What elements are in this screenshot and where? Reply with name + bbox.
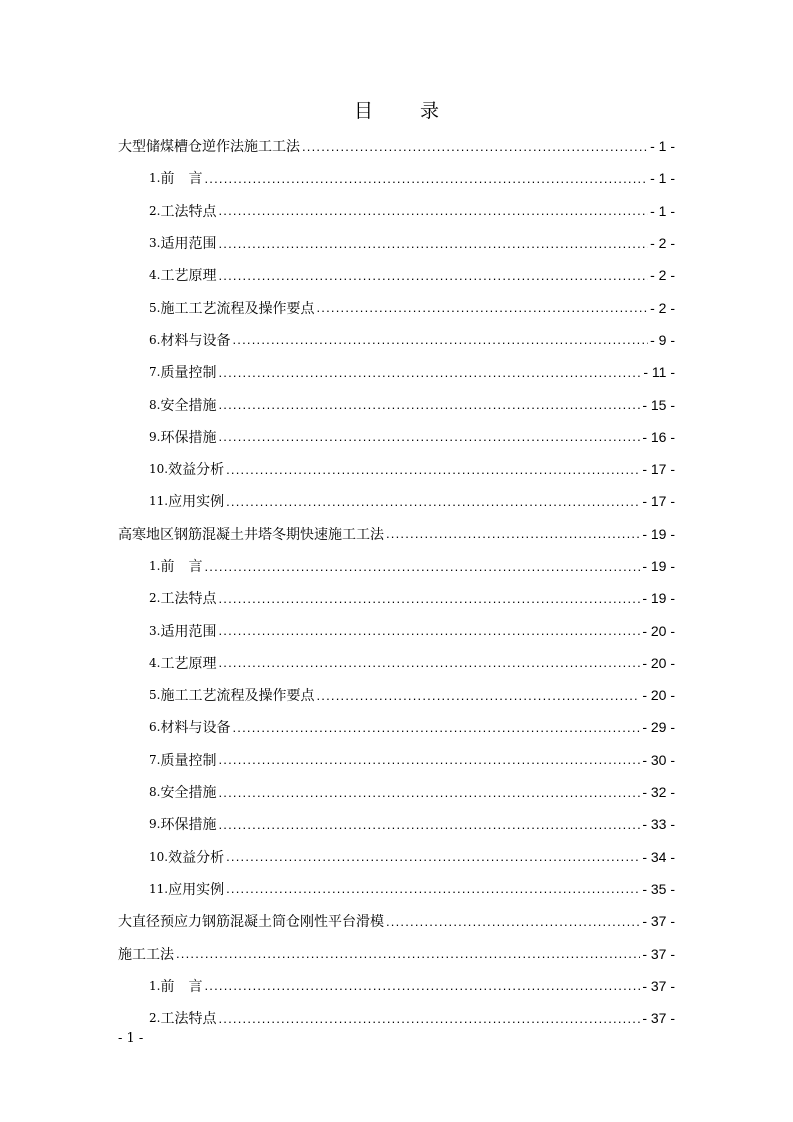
dot-leader	[226, 881, 640, 896]
page-number-footer: - 1 -	[118, 1031, 144, 1046]
toc-entry-number: 7.	[149, 752, 161, 767]
toc-entry-page: - 16 -	[642, 428, 675, 445]
toc-entry-label: 工艺原理	[160, 268, 217, 285]
toc-entry[interactable]	[118, 1002, 675, 1034]
dot-leader	[204, 171, 648, 186]
toc-entry-label: 效益分析	[168, 462, 225, 479]
toc-entry-page: - 17 -	[642, 493, 675, 510]
toc-entry-label: 工法特点	[160, 203, 217, 220]
toc-entry-page: - 1 -	[650, 170, 675, 187]
dot-leader	[218, 623, 640, 638]
toc-entry-number: 10.	[149, 462, 169, 477]
toc-entry-page: - 19 -	[642, 558, 675, 574]
dot-leader	[218, 365, 641, 380]
toc-entry-number: 8.	[149, 397, 161, 412]
toc-entry-label: 前 言	[160, 171, 203, 188]
toc-entry-page: - 2 -	[650, 267, 675, 284]
toc-entry-page: - 9 -	[650, 331, 675, 348]
toc-entry[interactable]	[118, 388, 675, 420]
toc-entry[interactable]	[118, 744, 675, 776]
toc-entry-page: - 1 -	[650, 138, 675, 155]
toc-entry[interactable]	[118, 841, 675, 873]
toc-entry-label: 材料与设备	[160, 332, 231, 349]
toc-entry-page: - 37 -	[642, 977, 675, 994]
table-of-contents	[118, 130, 675, 1034]
dot-leader	[218, 591, 640, 606]
dot-leader	[316, 300, 648, 315]
toc-entry[interactable]	[118, 130, 675, 162]
dot-leader	[232, 332, 648, 347]
toc-entry[interactable]	[118, 195, 675, 227]
toc-entry[interactable]	[118, 873, 675, 905]
toc-entry[interactable]	[118, 518, 675, 550]
toc-entry[interactable]	[118, 356, 675, 388]
toc-entry-page: - 30 -	[642, 751, 675, 768]
toc-entry-number: 1.	[149, 978, 161, 993]
toc-entry-label: 施工工艺流程及操作要点	[160, 300, 315, 317]
toc-entry-label: 安全措施	[160, 785, 217, 802]
dot-leader	[218, 1011, 640, 1026]
toc-entry-number: 3.	[149, 236, 161, 251]
toc-entry-number: 4.	[149, 655, 161, 670]
toc-entry-label: 施工工法	[118, 946, 174, 963]
toc-entry-number: 7.	[149, 365, 161, 380]
dot-leader	[386, 914, 640, 929]
toc-entry-number: 11.	[149, 494, 169, 509]
toc-entry-number: 2.	[149, 1011, 161, 1026]
dot-leader	[204, 559, 640, 574]
dot-leader	[218, 429, 640, 444]
dot-leader	[226, 494, 640, 509]
dot-leader	[218, 236, 648, 251]
toc-entry-page: - 19 -	[642, 590, 675, 607]
toc-entry-number: 5.	[149, 300, 161, 315]
toc-entry-label: 工法特点	[160, 1011, 217, 1028]
toc-entry-label: 应用实例	[168, 494, 225, 511]
toc-entry-number: 1.	[149, 559, 161, 573]
dot-leader	[218, 785, 640, 800]
toc-entry-number: 4.	[149, 268, 161, 283]
toc-entry-number: 11.	[149, 881, 169, 896]
toc-entry-page: - 29 -	[642, 719, 675, 736]
dot-leader	[218, 817, 640, 832]
toc-entry-page: - 35 -	[642, 880, 675, 897]
toc-entry-number: 8.	[149, 785, 161, 800]
toc-entry-page: - 20 -	[642, 654, 675, 671]
toc-entry-page: - 17 -	[642, 461, 675, 478]
toc-entry-page: - 33 -	[642, 816, 675, 833]
toc-entry-page: - 20 -	[642, 622, 675, 639]
toc-entry-label: 工法特点	[160, 591, 217, 608]
toc-entry[interactable]	[118, 776, 675, 808]
dot-leader	[218, 268, 648, 283]
toc-entry-number: 9.	[149, 817, 161, 832]
toc-entry-page: - 37 -	[642, 1010, 675, 1027]
toc-entry-label: 高寒地区钢筋混凝土井塔冬期快速施工工法	[118, 526, 384, 543]
toc-entry-number: 3.	[149, 623, 161, 638]
toc-title: 目 录	[353, 100, 453, 122]
toc-entry-label: 适用范围	[160, 623, 217, 640]
dot-leader	[204, 978, 640, 993]
dot-leader	[226, 849, 640, 864]
toc-entry[interactable]	[118, 227, 675, 259]
toc-entry-label: 材料与设备	[160, 720, 231, 737]
dot-leader	[218, 752, 640, 767]
toc-entry[interactable]	[118, 582, 675, 614]
dot-leader	[386, 526, 640, 541]
toc-entry[interactable]	[118, 711, 675, 743]
toc-entry-number: 6.	[149, 720, 161, 735]
toc-entry-label: 大直径预应力钢筋混凝土筒仓刚性平台滑模	[118, 914, 384, 931]
dot-leader	[218, 397, 640, 412]
toc-entry-label: 环保措施	[160, 429, 217, 446]
dot-leader	[176, 946, 640, 961]
toc-entry[interactable]	[118, 421, 675, 453]
toc-entry-page: - 20 -	[642, 687, 675, 704]
toc-entry-page: - 2 -	[650, 299, 675, 316]
toc-entry-page: - 11 -	[643, 364, 675, 381]
toc-entry-label: 前 言	[160, 559, 203, 575]
toc-entry[interactable]	[118, 324, 675, 356]
toc-entry-label: 质量控制	[160, 752, 217, 769]
toc-entry-page: - 1 -	[650, 202, 675, 219]
toc-entry[interactable]	[118, 550, 675, 582]
toc-entry[interactable]	[118, 259, 675, 291]
toc-entry[interactable]	[118, 679, 675, 711]
toc-entry-page: - 34 -	[642, 848, 675, 865]
toc-entry[interactable]	[118, 937, 675, 969]
toc-entry[interactable]	[118, 162, 675, 194]
toc-entry-label: 工艺原理	[160, 655, 217, 672]
toc-entry-label: 施工工艺流程及操作要点	[160, 688, 315, 705]
toc-entry-number: 9.	[149, 429, 161, 444]
toc-entry-label: 环保措施	[160, 817, 217, 834]
dot-leader	[316, 688, 640, 703]
toc-entry[interactable]	[118, 291, 675, 323]
toc-entry-page: - 37 -	[642, 913, 675, 930]
toc-entry[interactable]	[118, 453, 675, 485]
toc-entry-number: 6.	[149, 332, 161, 347]
toc-entry-label: 前 言	[160, 978, 203, 995]
dot-leader	[218, 655, 640, 670]
toc-entry-page: - 15 -	[642, 396, 675, 413]
toc-entry[interactable]	[118, 905, 675, 937]
toc-entry[interactable]	[118, 808, 675, 840]
toc-entry-label: 质量控制	[160, 365, 217, 382]
toc-entry-label: 安全措施	[160, 397, 217, 414]
toc-entry-page: - 32 -	[642, 784, 675, 801]
toc-entry-number: 10.	[149, 849, 169, 864]
toc-entry-label: 大型储煤槽仓逆作法施工工法	[118, 139, 300, 156]
toc-entry-page: - 2 -	[650, 235, 675, 252]
toc-entry-page: - 19 -	[642, 525, 675, 542]
toc-entry-number: 1.	[149, 171, 161, 186]
toc-entry-number: 5.	[149, 688, 161, 703]
toc-entry[interactable]	[118, 614, 675, 646]
toc-entry-label: 适用范围	[160, 236, 217, 253]
toc-entry[interactable]	[118, 970, 675, 1002]
dot-leader	[232, 720, 640, 735]
toc-entry-number: 2.	[149, 591, 161, 606]
toc-entry-number: 2.	[149, 203, 161, 218]
toc-entry-label: 效益分析	[168, 849, 225, 866]
toc-entry[interactable]	[118, 485, 675, 517]
toc-entry-label: 应用实例	[168, 881, 225, 898]
dot-leader	[302, 139, 648, 154]
toc-entry-page: - 37 -	[642, 945, 675, 962]
dot-leader	[218, 203, 648, 218]
toc-entry[interactable]	[118, 647, 675, 679]
dot-leader	[226, 462, 640, 477]
